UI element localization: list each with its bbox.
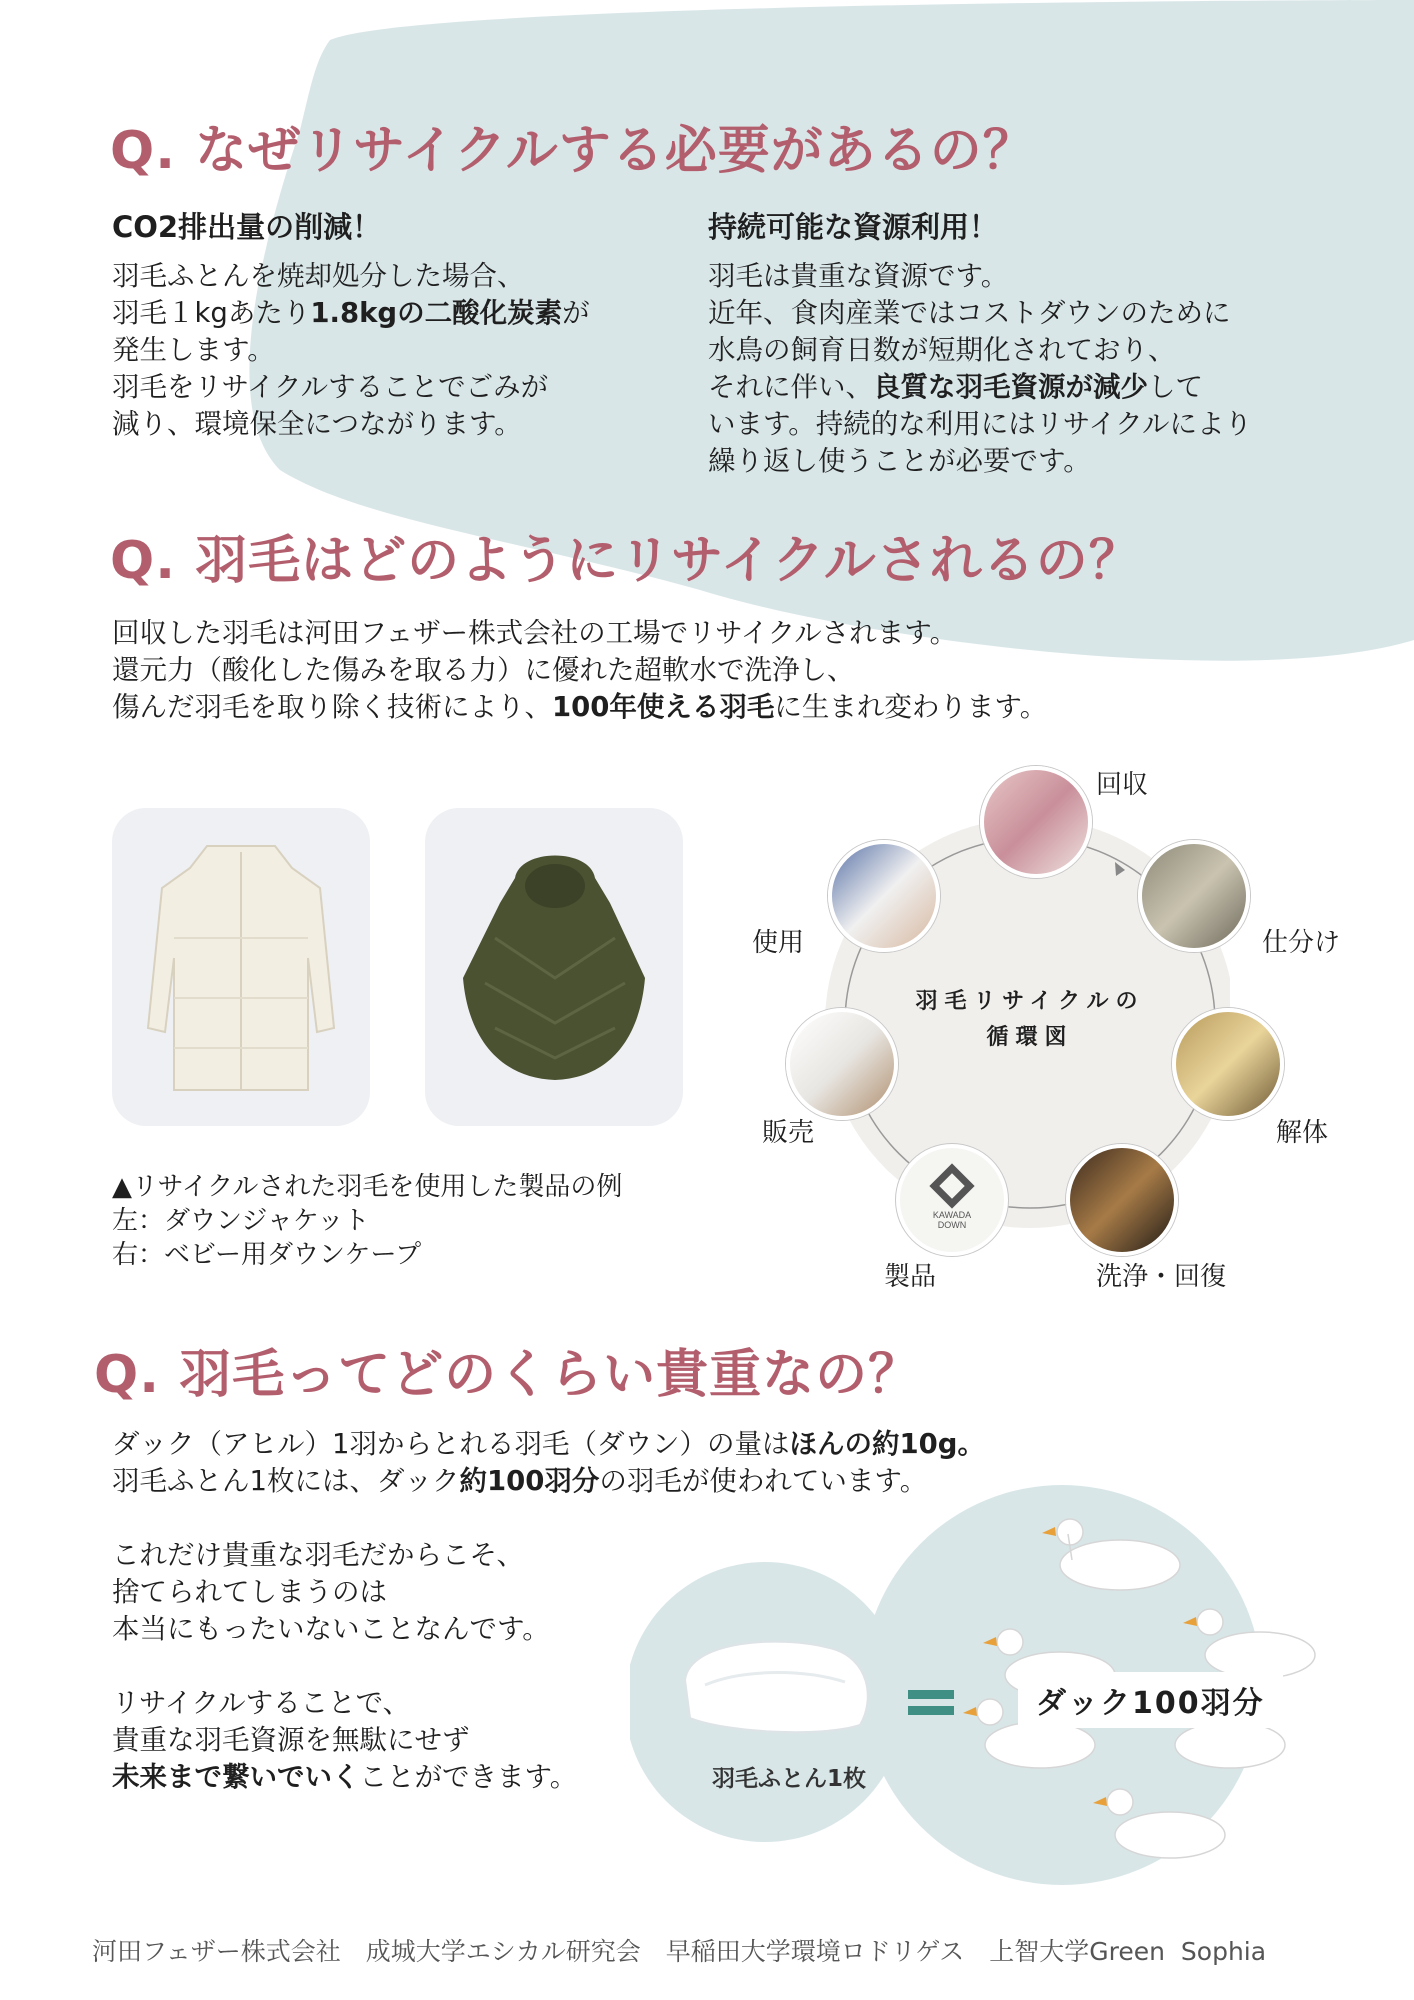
text-run: 羽毛１kgあたり: [112, 297, 311, 329]
text-run: 羽毛は貴重な資源です。: [708, 260, 1009, 292]
cycle-label-collect: 回収: [1096, 770, 1149, 800]
cycle-node-product-photo: [896, 1144, 1008, 1256]
logo-text: DOWN: [937, 1220, 967, 1230]
text-run: に生まれ変わります。: [774, 691, 1048, 723]
cycle-node-wash-photo: [1066, 1144, 1178, 1256]
text-line: [112, 258, 590, 295]
bold-run: 1.8kgの二酸化炭素: [310, 297, 563, 329]
section3-title: Q. 羽毛ってどのくらい貴重なの？: [94, 1345, 922, 1405]
text-run: 近年、食肉産業ではコストダウンのために: [708, 297, 1231, 329]
section1-right-text: [708, 258, 1252, 480]
text-line: [112, 1500, 577, 1537]
text-line: [708, 406, 1252, 443]
text-run: ことができます。: [359, 1761, 578, 1793]
text-line: [112, 1611, 577, 1648]
cycle-label-wash: 洗浄・回復: [1096, 1262, 1227, 1292]
text-run: 傷んだ羽毛を取り除く技術により、: [112, 691, 552, 723]
text-line: [112, 1648, 577, 1685]
cycle-center-title: [880, 984, 1180, 1056]
section1-right-heading: 持続可能な資源利用！: [708, 210, 999, 244]
section3-message: [112, 1500, 577, 1796]
text-line: [112, 1722, 577, 1759]
text-line: [112, 615, 1047, 652]
cycle-node-sort-photo: [1138, 840, 1250, 952]
text-run: 捨てられてしまうのは: [112, 1576, 387, 1608]
text-run: います。持続的な利用にはリサイクルにより: [708, 408, 1252, 440]
text-run: 繰り返し使うことが必要です。: [708, 445, 1091, 477]
cycle-node-disassemble-photo: [1172, 1008, 1284, 1120]
cycle-center-line: 循環図: [986, 1025, 1074, 1050]
text-run: これだけ貴重な羽毛だからこそ、: [112, 1539, 524, 1571]
text-line: [112, 406, 590, 443]
bold-run: 良質な羽毛資源が減少: [873, 371, 1148, 403]
text-line: [112, 1574, 577, 1611]
bold-run: 100年使える羽毛: [552, 691, 775, 723]
bold-run: ほんの約10g。: [789, 1428, 985, 1460]
text-line: [112, 1759, 577, 1796]
section1-left-text: [112, 258, 590, 443]
text-run: の羽毛が使われています。: [599, 1465, 928, 1497]
text-line: [112, 1426, 985, 1463]
bold-run: 未来まで繋いでいく: [112, 1761, 360, 1793]
text-line: [708, 295, 1252, 332]
text-run: 貴重な羽毛資源を無駄にせず: [112, 1724, 470, 1756]
text-run: リサイクルすることで、: [112, 1687, 411, 1719]
text-line: [112, 689, 1047, 726]
text-line: [112, 369, 590, 406]
cycle-label-disassemble: 解体: [1276, 1118, 1329, 1148]
text-run: 羽毛ふとんを焼却処分した場合、: [112, 260, 525, 292]
bold-run: 約100羽分: [459, 1465, 600, 1497]
text-run: [112, 1650, 121, 1682]
section1-title: Q. なぜリサイクルする必要があるの？: [110, 121, 1036, 181]
cycle-center-line: 羽毛リサイクルの: [915, 989, 1145, 1014]
text-line: [112, 332, 590, 369]
text-run: 水鳥の飼育日数が短期化されており、: [708, 334, 1176, 366]
caption-line: ▲リサイクルされた羽毛を使用した製品の例: [112, 1172, 623, 1202]
text-line: [112, 1685, 577, 1722]
text-run: して: [1148, 371, 1203, 403]
text-run: 羽毛ふとん1枚には、ダック: [112, 1465, 460, 1497]
section1-left-heading: CO2排出量の削減！: [112, 210, 382, 244]
text-run: が: [562, 297, 590, 329]
text-line: [112, 1537, 577, 1574]
text-run: [112, 1502, 121, 1534]
cycle-label-use: 使用: [752, 928, 805, 958]
text-run: 回収した羽毛は河田フェザー株式会社の工場でリサイクルされます。: [112, 617, 958, 649]
text-run: 発生します。: [112, 334, 275, 366]
cycle-node-use-photo: [828, 840, 940, 952]
footer-organizations: 河田フェザー株式会社 成城大学エシカル研究会 早稲田大学環境ロドリゲス 上智大学Green Sophia: [92, 1937, 1267, 1966]
caption-line: 左：ダウンジャケット: [112, 1206, 370, 1236]
cycle-label-product: 製品: [884, 1262, 937, 1292]
text-line: [708, 443, 1252, 480]
text-run: 本当にもったいないことなんです。: [112, 1613, 550, 1645]
logo-text: KAWADA: [932, 1210, 972, 1220]
baby-down-cape-photo: [425, 808, 683, 1126]
cycle-node-collect-photo: [980, 766, 1092, 878]
text-run: ダック（アヒル）1羽からとれる羽毛（ダウン）の量は: [112, 1428, 790, 1460]
duck-count-label: ダック100羽分: [1018, 1672, 1283, 1728]
section2-title: Q. 羽毛はどのようにリサイクルされるの？: [110, 531, 1142, 591]
down-jacket-photo: [112, 808, 370, 1126]
text-line: [112, 295, 590, 332]
caption-line: 右：ベビー用ダウンケープ: [112, 1240, 422, 1270]
text-line: [708, 369, 1252, 406]
text-line: [708, 332, 1252, 369]
text-line: [708, 258, 1252, 295]
cycle-label-sell: 販売: [762, 1118, 815, 1148]
cycle-label-sort: 仕分け: [1262, 928, 1341, 958]
futon-label: 羽毛ふとん1枚: [712, 1766, 867, 1792]
text-run: 減り、環境保全につながります。: [112, 408, 522, 440]
text-run: 羽毛をリサイクルすることでごみが: [112, 371, 549, 403]
text-run: 還元力（酸化した傷みを取る力）に優れた超軟水で洗浄し、: [112, 654, 855, 686]
product-caption: [112, 1170, 622, 1272]
text-line: [112, 652, 1047, 689]
text-run: それに伴い、: [708, 371, 873, 403]
section2-text: [112, 615, 1047, 726]
